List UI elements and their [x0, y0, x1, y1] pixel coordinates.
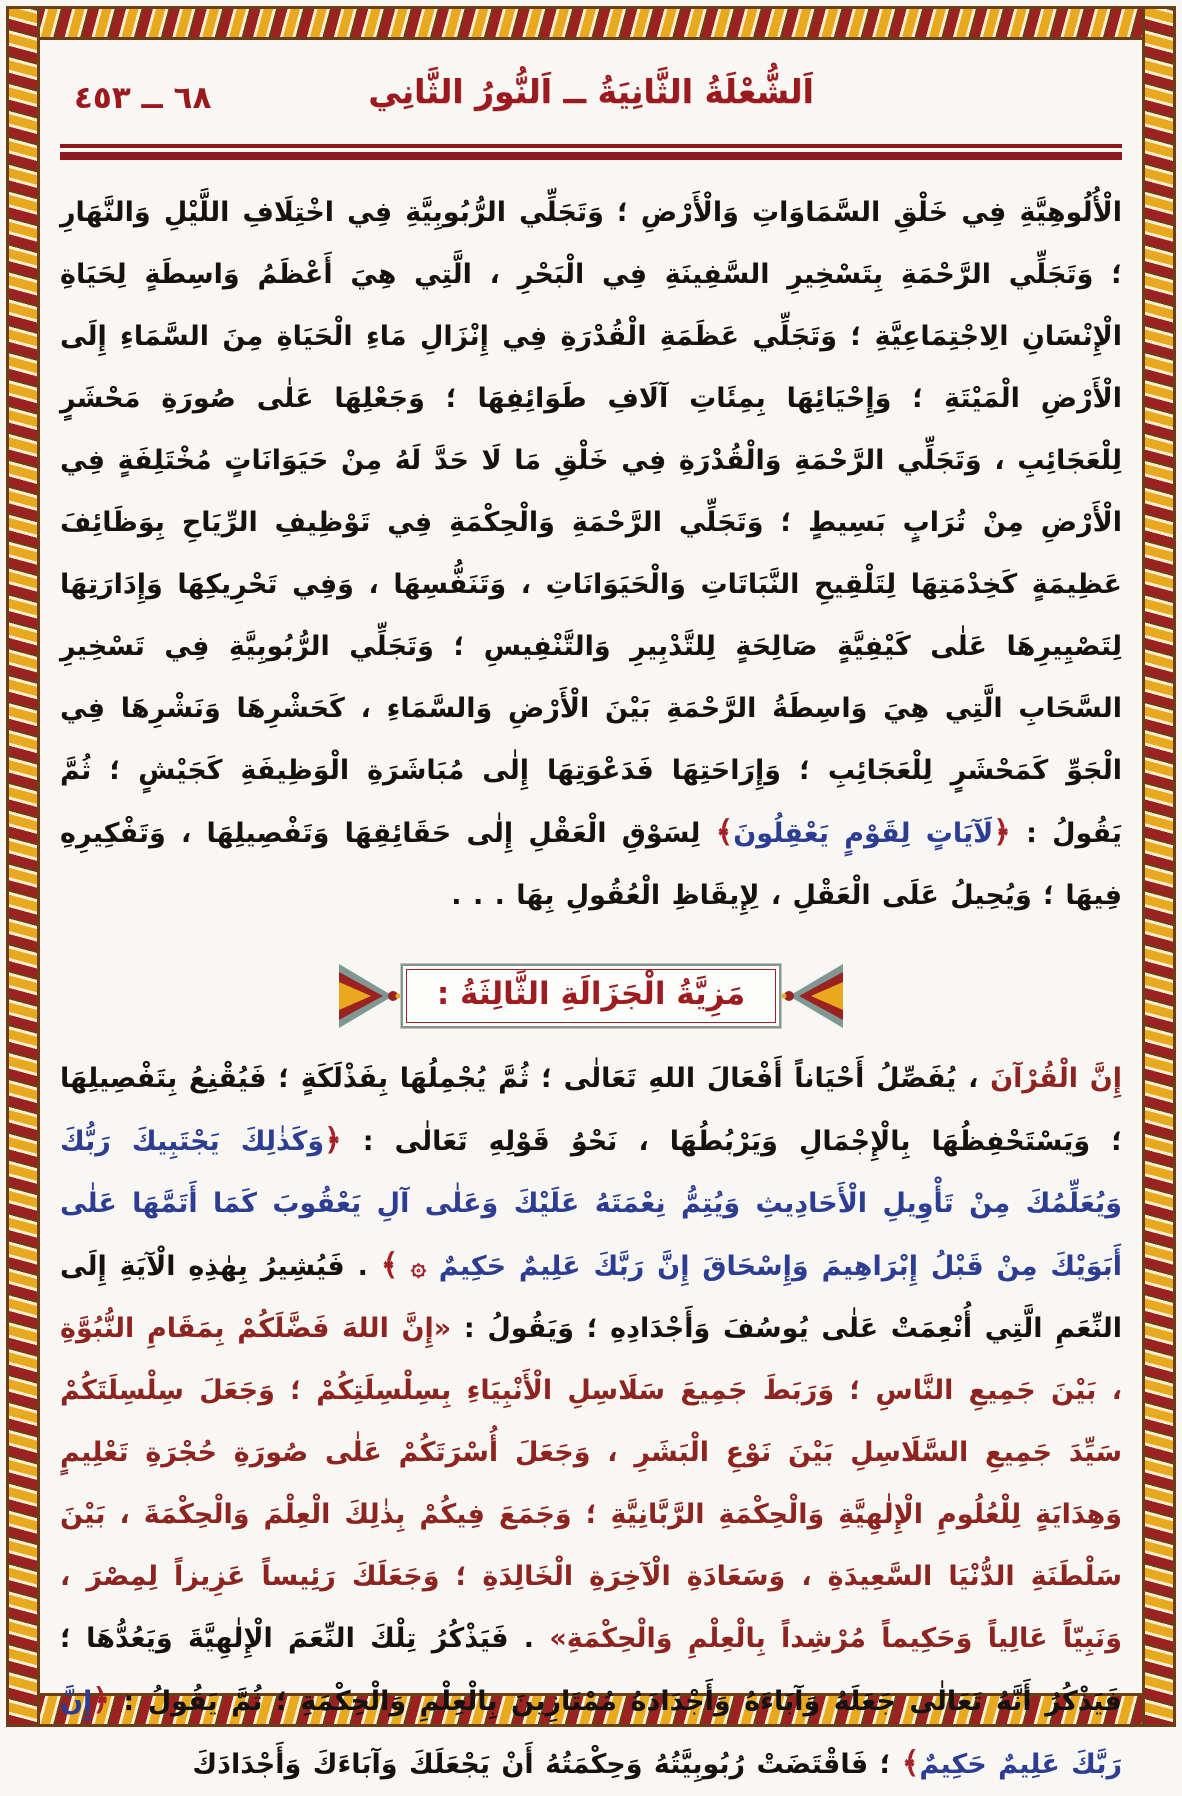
header-divider	[60, 144, 1122, 160]
section-heading: مَزِيَّةُ الْجَزَالَةِ الثَّالِثَةُ :	[401, 964, 781, 1028]
body-text-segment: لِسَوْقِ الْعَقْلِ إِلٰى حَقَائِقِهَا وَتَفْصِيلِهَا ، وَتَفْكِيرِهِ فِيهَا ؛ وَيُحِيلُ عَلَى الْعَقْلِ ، لِإِيقَاظِ الْعُقُولِ بِهَا . . .	[60, 818, 1122, 911]
paragraph-2	[60, 1048, 1122, 1796]
quran-close-bracket: ﴾	[715, 815, 734, 850]
quran-open-bracket: ﴿	[324, 1123, 342, 1158]
header-rule-thin	[60, 144, 1122, 148]
quoted-red-text: «إِنَّ اللهَ فَضَّلَكُمْ بِمَقَامِ النُّبُوَّةِ ، بَيْنَ جَمِيعِ النَّاسِ ؛ وَرَبَطَ جَمِيعَ سَلَاسِلِ الْأَنْبِيَاءِ بِسِلْسِلَتِكُمْ ؛ وَجَعَلَ سِلْسِلَتَكُمْ سَيِّدَ جَمِيعِ السَّلَاسِلِ بَيْنَ نَوْعِ الْبَشَرِ ، وَجَعَلَ أُسْرَتَكُمْ عَلٰى صُورَةِ حُجْرَةِ تَعْلِيمٍ وَهِدَايَةٍ لِلْعُلُومِ الْإِلٰهِيَّةِ وَالْحِكْمَةِ الرَّبَّانِيَّةِ ؛ وَجَمَعَ فِيكُمْ بِذٰلِكَ الْعِلْمَ وَالْحِكْمَةَ ، بَيْنَ سَلْطَنَةِ الدُّنْيَا السَّعِيدَةِ ، وَسَعَادَةِ الْآخِرَةِ الْخَالِدَةِ ؛ وَجَعَلَكَ رَئِيساً عَزِيزاً لِمِصْرَ ، وَنَبِيّاً عَالِياً وَحَكِيماً مُرْشِداً بِالْعِلْمِ وَالْحِكْمَةِ»	[60, 1313, 1122, 1654]
arabesque-ornament-right-icon	[781, 960, 843, 1032]
section-heading-row	[60, 954, 1122, 1038]
ornate-border-right	[1142, 6, 1176, 1727]
quran-open-bracket: ﴿	[92, 1683, 110, 1718]
page-title: اَلشُّعْلَةُ الثَّانِيَةُ ــ اَلنُّورُ الثَّانِي	[368, 72, 814, 111]
page-numbers: ٦٨ ــ ٤٥٣	[74, 80, 212, 116]
quran-verse: وَكَذٰلِكَ يَجْتَبِيكَ رَبُّكَ وَيُعَلِّمُكَ مِنْ تَأْوِيلِ الْأَحَادِيثِ وَيُتِمُّ نِعْمَتَهُ عَلَيْكَ وَعَلٰى آلِ يَعْقُوبَ كَمَا أَتَمَّهَا عَلٰى أَبَوَيْكَ مِنْ قَبْلُ إِبْرَاهِيمَ وَإِسْحَاقَ إِنَّ رَبَّكَ عَلِيمٌ حَكِيمٌ	[60, 1126, 1123, 1282]
verse-end-rosette-icon: ۞	[398, 1252, 439, 1282]
body-text-segment: ، يُفَصِّلُ أَحْيَاناً أَفْعَالَ اللهِ تَعَالٰى ؛ ثُمَّ يُجْمِلُهَا بِفَذْلَكَةٍ ؛ فَيُقْنِعُ بِتَفْصِيلِهَا ؛ وَيَسْتَحْفِظُهَا بِالْإِجْمَالِ وَيَرْبُطُهَا ، نَحْوُ قَوْلِهِ تَعَالٰى :	[60, 1063, 1122, 1157]
arabesque-ornament-left-icon	[339, 960, 401, 1032]
page-content	[52, 44, 1130, 1781]
quran-close-bracket: ﴾	[380, 1248, 399, 1283]
quran-open-bracket: ﴿	[993, 815, 1011, 850]
ornate-border-top	[6, 6, 1176, 40]
quran-verse: لَآيَاتٍ لِقَوْمٍ يَعْقِلُونَ	[733, 818, 994, 849]
paragraph-1	[60, 182, 1122, 927]
quran-verse: إِنَّ رَبَّكَ عَلِيمٌ حَكِيمٌ	[60, 1686, 1122, 1780]
body-text-segment: ؛ فَاقْتَضَتْ رُبُوبِيَّتُهُ وَحِكْمَتُهُ أَنْ يَجْعَلَكَ وَآبَاءَكَ وَأَجْدَادَكَ	[192, 1749, 902, 1780]
page-header	[60, 62, 1122, 140]
body-text-segment: الْأُلُوهِيَّةِ فِي خَلْقِ السَّمَاوَاتِ وَالْأَرْضِ ؛ وَتَجَلِّي الرُّبُوبِيَّةِ فِي اخْتِلَافِ اللَّيْلِ وَالنَّهَارِ ؛ وَتَجَلِّي الرَّحْمَةِ بِتَسْخِيرِ السَّفِينَةِ فِي الْبَحْرِ ، الَّتِي هِيَ أَعْظَمُ وَاسِطَةٍ لِحَيَاةِ الْإِنْسَانِ الِاجْتِمَاعِيَّةِ ؛ وَتَجَلِّي عَظَمَةِ الْقُدْرَةِ فِي إِنْزَالِ مَاءِ الْحَيَاةِ مِنَ السَّمَاءِ إِلَى الْأَرْضِ الْمَيْتَةِ ؛ وَإِحْيَائِهَا بِمِئَاتِ آلَافِ طَوَائِفِهَا ؛ وَجَعْلِهَا عَلٰى صُورَةِ مَحْشَرٍ لِلْعَجَائِبِ ، وَتَجَلِّي الرَّحْمَةِ وَالْقُدْرَةِ فِي خَلْقِ مَا لَا حَدَّ لَهُ مِنْ حَيَوَانَاتٍ مُخْتَلِفَةٍ فِي الْأَرْضِ مِنْ تُرَابٍ بَسِيطٍ ؛ وَتَجَلِّي الرَّحْمَةِ وَالْحِكْمَةِ فِي تَوْظِيفِ الرِّيَاحِ بِوَظَائِفَ عَظِيمَةٍ كَخِدْمَتِهَا لِتَلْقِيحِ النَّبَاتَاتِ وَالْحَيَوَانَاتِ ، وَتَنَفُّسِهَا ، وَفِي تَحْرِيكِهَا وَإِدَارَتِهَا لِتَصْيِيرِهَا عَلٰى كَيْفِيَّةٍ صَالِحَةٍ لِلتَّدْبِيرِ وَالتَّنْفِيسِ ؛ وَتَجَلِّي الرُّبُوبِيَّةِ فِي تَسْخِيرِ السَّحَابِ الَّتِي هِيَ وَاسِطَةُ الرَّحْمَةِ بَيْنَ الْأَرْضِ وَالسَّمَاءِ ، كَحَشْرِهَا وَنَشْرِهَا فِي الْجَوِّ كَمَحْشَرٍ لِلْعَجَائِبِ ؛ وَإِرَاحَتِهَا فَدَعْوَتِهَا إِلٰى مُبَاشَرَةِ الْوَظِيفَةِ كَجَيْشٍ ؛ ثُمَّ يَقُولُ :	[60, 197, 1123, 849]
quran-close-bracket: ﴾	[901, 1746, 920, 1781]
emphasis-red-text: إِنَّ الْقُرْآنَ	[990, 1063, 1123, 1094]
body-text-segment: . فَيُشِيرُ بِهٰذِهِ الْآيَةِ إِلَى النِّعَمِ الَّتِي أُنْعِمَتْ عَلٰى يُوسُفَ وَأَجْدَادِهِ ؛ وَيَقُولُ :	[60, 1251, 1122, 1344]
ornate-border-left	[6, 6, 40, 1727]
header-rule-thick	[60, 152, 1122, 160]
body-text-segment: . فَيَذْكُرُ تِلْكَ النِّعَمَ الْإِلٰهِيَّةَ وَيَعُدُّهَا ؛ فَيَذْكُرُ أَنَّهُ تَعَالٰى جَعَلَهُ وَآبَاءَهُ وَأَجْدَادَهُ مُمْتَازِينَ بِالْعِلْمِ وَالْحِكْمَةِ ؛ ثُمَّ يَقُولُ :	[60, 1623, 1122, 1717]
